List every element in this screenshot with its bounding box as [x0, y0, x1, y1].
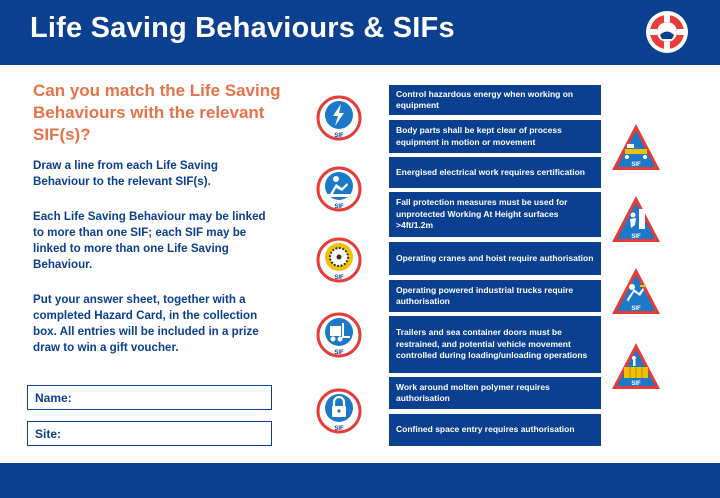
- electrical-hazard-icon[interactable]: [316, 95, 362, 141]
- behaviour-box[interactable]: [389, 85, 601, 115]
- sif-label: SIF: [334, 275, 344, 281]
- submission-text: Put your answer sheet, together with a completed Hazard Card, in the collection box. All entries will be included in a prize draw to win a gift voucher.: [33, 293, 259, 354]
- behaviour-text: Fall protection measures must be used for unprotected Working At Height surfaces >4ft/1.2m: [396, 197, 568, 231]
- behaviour-box[interactable]: [389, 242, 601, 275]
- container-hazard-icon[interactable]: [610, 341, 662, 391]
- sif-label: SIF: [334, 133, 344, 139]
- behaviour-text: Energised electrical work requires certification: [396, 166, 585, 177]
- name-field[interactable]: [27, 385, 272, 410]
- falling-person-icon[interactable]: [610, 266, 662, 316]
- behaviour-text: Operating powered industrial trucks require authorisation: [396, 284, 574, 306]
- site-label: Site:: [35, 427, 62, 441]
- behaviour-box[interactable]: [389, 316, 601, 373]
- behaviour-text: Trailers and sea container doors must be restrained, and potential vehicle movement controlled during loading/unloading operations: [396, 327, 588, 361]
- behaviour-text: Body parts shall be kept clear of process equipment in motion or movement: [396, 125, 562, 147]
- page-title: Life Saving Behaviours & SIFs: [30, 12, 455, 44]
- confined-space-icon[interactable]: [316, 388, 362, 434]
- entrapment-hazard-icon[interactable]: [316, 166, 362, 212]
- fall-from-height-icon[interactable]: [610, 194, 662, 244]
- instruction-text: Draw a line from each Life Saving Behaviour to the relevant SIF(s).: [33, 159, 218, 188]
- sif-label: SIF: [334, 426, 344, 432]
- behaviour-box[interactable]: [389, 192, 601, 237]
- lifebuoy-logo-icon: [646, 11, 688, 53]
- rotating-saw-icon[interactable]: [316, 237, 362, 283]
- sif-label: SIF: [631, 162, 641, 168]
- moving-machinery-icon[interactable]: [610, 122, 662, 172]
- sif-label: SIF: [631, 234, 641, 240]
- rule-text: Each Life Saving Behaviour may be linked to more than one SIF; each SIF may be linked to more than one Life Saving Behaviour.: [33, 210, 266, 271]
- behaviour-box[interactable]: [389, 120, 601, 153]
- behaviour-box[interactable]: [389, 280, 601, 312]
- behaviour-box[interactable]: [389, 157, 601, 188]
- sif-label: SIF: [631, 306, 641, 312]
- name-label: Name:: [35, 391, 72, 405]
- behaviour-box[interactable]: [389, 414, 601, 446]
- sif-label: SIF: [631, 381, 641, 387]
- behaviour-text: Confined space entry requires authorisation: [396, 424, 575, 435]
- behaviour-text: Work around molten polymer requires authorisation: [396, 381, 550, 403]
- forklift-icon[interactable]: [316, 312, 362, 358]
- sif-label: SIF: [334, 350, 344, 356]
- header-bar: [0, 0, 720, 65]
- footer-bar: [0, 463, 720, 498]
- behaviour-box[interactable]: [389, 377, 601, 409]
- behaviour-text: Operating cranes and hoist require authorisation: [396, 252, 594, 263]
- site-field[interactable]: [27, 421, 272, 446]
- quiz-question: Can you match the Life Saving Behaviours with the relevant SIF(s)?: [33, 81, 281, 144]
- behaviour-text: Control hazardous energy when working on equipment: [396, 88, 574, 110]
- sif-label: SIF: [334, 204, 344, 210]
